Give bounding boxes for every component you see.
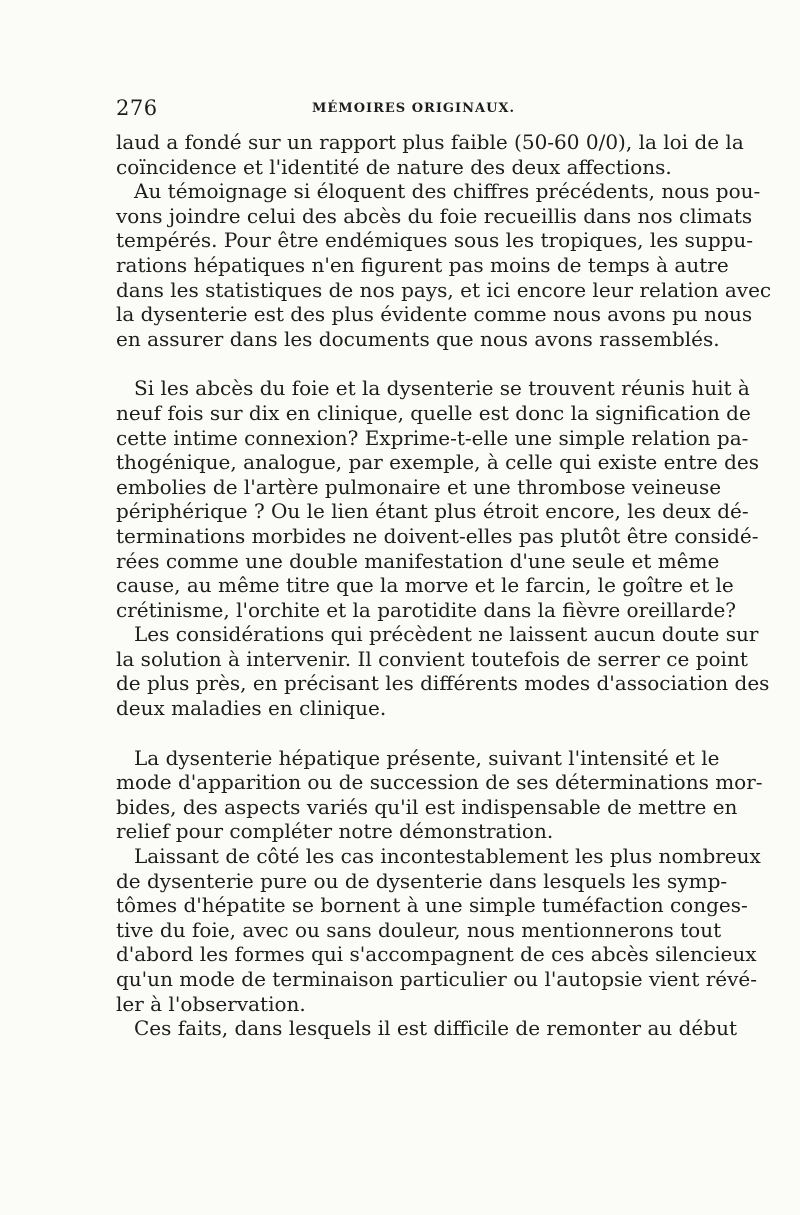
text-line: La dysenterie hépatique présente, suivant l'intensité et le xyxy=(134,745,720,770)
text-line: Les considérations qui précèdent ne laissent aucun doute sur xyxy=(134,622,759,647)
text-line: embolies de l'artère pulmonaire et une thrombose veineuse xyxy=(116,474,722,499)
text-line: tive du foie, avec ou sans douleur, nous mentionnerons tout xyxy=(116,917,722,942)
text-line: neuf fois sur dix en clinique, quelle est donc la signification de xyxy=(116,400,751,425)
text-line: cette intime connexion? Exprime-t-elle une simple relation pa- xyxy=(116,425,749,450)
text-line: Si les abcès du foie et la dysenterie se trouvent réunis huit à xyxy=(134,376,750,401)
paragraph xyxy=(116,130,744,179)
text-line: qu'un mode de terminaison particulier ou l'autopsie vient révé- xyxy=(116,967,757,991)
body-text xyxy=(116,130,772,1041)
text-line: cause, au même titre que la morve et le farcin, le goître et le xyxy=(116,573,734,598)
text-line: ler à l'observation. xyxy=(116,991,306,1016)
text-line: Au témoignage si éloquent des chiffres précédents, nous pou- xyxy=(134,179,761,204)
text-line: deux maladies en clinique. xyxy=(116,696,387,721)
page-header xyxy=(116,96,686,130)
text-line: bides, des aspects variés qu'il est indispensable de mettre en xyxy=(116,794,738,819)
running-title: MÉMOIRES ORIGINAUX. xyxy=(312,101,516,116)
page-number: 276 xyxy=(116,96,158,120)
text-line: crétinisme, l'orchite et la parotidite dans la fièvre oreillarde? xyxy=(116,597,736,622)
paragraph xyxy=(116,745,763,844)
text-line: tempérés. Pour être endémiques sous les tropiques, les suppu- xyxy=(116,228,754,253)
paragraph-spacer xyxy=(116,351,686,376)
text-line: rations hépatiques n'en figurent pas moins de temps à autre xyxy=(116,252,729,277)
text-line: laud a fondé sur un rapport plus faible (50-60 0/0), la loi de la xyxy=(116,130,744,154)
paragraph xyxy=(116,1016,737,1041)
paragraph xyxy=(116,179,772,351)
text-line: dans les statistiques de nos pays, et ici encore leur relation avec xyxy=(116,277,772,302)
text-line: Ces faits, dans lesquels il est difficile de remonter au début xyxy=(134,1016,737,1041)
text-line: coïncidence et l'identité de nature des deux affections. xyxy=(116,154,672,179)
text-line: tômes d'hépatite se bornent à une simple tuméfaction conges- xyxy=(116,893,748,918)
text-line: la dysenterie est des plus évidente comme nous avons pu nous xyxy=(116,302,753,327)
text-line: rées comme une double manifestation d'une seule et même xyxy=(116,548,720,573)
text-line: thogénique, analogue, par exemple, à celle qui existe entre des xyxy=(116,450,759,475)
text-line: vons joindre celui des abcès du foie recueillis dans nos climats xyxy=(116,203,753,228)
text-line: d'abord les formes qui s'accompagnent de ces abcès silencieux xyxy=(116,942,757,967)
text-line: de dysenterie pure ou de dysenterie dans lesquels les symp- xyxy=(116,868,728,893)
text-line: Laissant de côté les cas incontestablement les plus nombreux xyxy=(134,844,761,869)
text-line: périphérique ? Ou le lien étant plus étroit encore, les deux dé- xyxy=(116,499,749,524)
text-line: mode d'apparition ou de succession de ses déterminations mor- xyxy=(116,770,763,795)
text-line: en assurer dans les documents que nous avons rassemblés. xyxy=(116,326,720,351)
text-line: de plus près, en précisant les différents modes d'association des xyxy=(116,671,770,696)
paragraph xyxy=(116,844,761,1016)
text-line: la solution à intervenir. Il convient toutefois de serrer ce point xyxy=(116,646,748,671)
text-line: relief pour compléter notre démonstration. xyxy=(116,819,554,844)
text-line: terminations morbides ne doivent-elles pas plutôt être considé- xyxy=(116,523,759,548)
paragraph-spacer xyxy=(116,721,686,746)
paragraph xyxy=(116,622,770,721)
paragraph xyxy=(116,376,759,622)
